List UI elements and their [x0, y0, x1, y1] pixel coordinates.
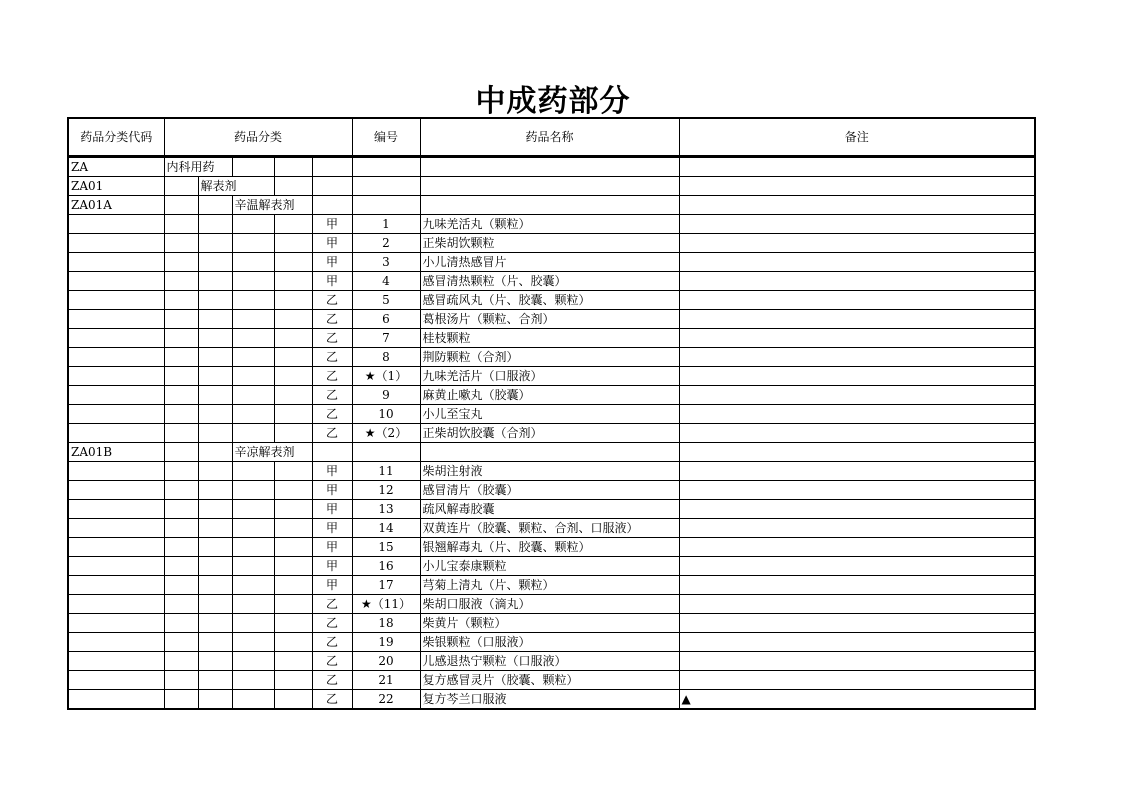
cell-category-l2 — [198, 690, 232, 710]
cell-category-l1 — [164, 462, 198, 481]
cell-code — [68, 652, 164, 671]
table-row — [68, 443, 1035, 462]
cell-category-l4 — [274, 234, 312, 253]
cell-name: 九味羌活丸（颗粒） — [420, 215, 679, 234]
cell-grade: 乙 — [312, 671, 352, 690]
cell-category-l3 — [232, 576, 274, 595]
cell-category-l1 — [164, 633, 198, 652]
cell-name: 双黄连片（胶囊、颗粒、合剂、口服液） — [420, 519, 679, 538]
cell-category-l2 — [198, 633, 232, 652]
cell-category-l4 — [274, 652, 312, 671]
cell-number: 4 — [352, 272, 420, 291]
cell-category-l4 — [274, 424, 312, 443]
cell-grade: 甲 — [312, 215, 352, 234]
cell-code — [68, 538, 164, 557]
table-row — [68, 158, 1035, 177]
cell-name: 小儿宝泰康颗粒 — [420, 557, 679, 576]
header-code: 药品分类代码 — [68, 118, 164, 156]
cell-category-l3 — [232, 310, 274, 329]
cell-category-l1 — [164, 576, 198, 595]
cell-grade: 乙 — [312, 310, 352, 329]
cell-category-l3 — [232, 614, 274, 633]
cell-category-l1 — [164, 405, 198, 424]
cell-category-l4 — [274, 348, 312, 367]
table-row — [68, 253, 1035, 272]
cell-category-l2 — [198, 310, 232, 329]
cell-category-l4 — [274, 519, 312, 538]
cell-code — [68, 557, 164, 576]
cell-category-l3 — [232, 633, 274, 652]
cell-category-l4 — [274, 177, 312, 196]
cell-remark — [679, 329, 1035, 348]
cell-category-l2 — [198, 538, 232, 557]
cell-remark — [679, 272, 1035, 291]
cell-name: 小儿清热感冒片 — [420, 253, 679, 272]
cell-category-l1 — [164, 424, 198, 443]
header-number: 编号 — [352, 118, 420, 156]
cell-grade — [312, 196, 352, 215]
cell-number: 9 — [352, 386, 420, 405]
cell-category-l3: 辛凉解表剂 — [232, 443, 312, 462]
cell-remark — [679, 500, 1035, 519]
cell-remark — [679, 671, 1035, 690]
table-row — [68, 272, 1035, 291]
cell-number: 16 — [352, 557, 420, 576]
cell-grade — [312, 177, 352, 196]
cell-grade: 乙 — [312, 690, 352, 710]
cell-code — [68, 329, 164, 348]
table-row — [68, 614, 1035, 633]
cell-category-l2 — [198, 215, 232, 234]
cell-category-l4 — [274, 481, 312, 500]
cell-category-l1 — [164, 310, 198, 329]
cell-category-l3 — [232, 481, 274, 500]
cell-category-l3 — [232, 405, 274, 424]
cell-number: 10 — [352, 405, 420, 424]
table-row — [68, 348, 1035, 367]
table-row — [68, 519, 1035, 538]
cell-category-l3: 辛温解表剂 — [232, 196, 312, 215]
cell-number — [352, 443, 420, 462]
cell-grade: 乙 — [312, 348, 352, 367]
cell-category-l4 — [274, 158, 312, 177]
header-name: 药品名称 — [420, 118, 679, 156]
cell-category-l1 — [164, 329, 198, 348]
cell-category-l3 — [232, 386, 274, 405]
cell-category-l4 — [274, 291, 312, 310]
cell-number: 22 — [352, 690, 420, 710]
cell-category-l2 — [198, 291, 232, 310]
table-row — [68, 595, 1035, 614]
cell-number: ★（1） — [352, 367, 420, 386]
cell-grade: 甲 — [312, 557, 352, 576]
cell-category-l4 — [274, 272, 312, 291]
cell-remark — [679, 443, 1035, 462]
drug-table — [67, 117, 1036, 710]
cell-category-l2 — [198, 576, 232, 595]
cell-code — [68, 253, 164, 272]
cell-number: 7 — [352, 329, 420, 348]
cell-code — [68, 310, 164, 329]
cell-code — [68, 633, 164, 652]
cell-code — [68, 234, 164, 253]
cell-code: ZA01 — [68, 177, 164, 196]
cell-remark — [679, 177, 1035, 196]
cell-category-l1 — [164, 690, 198, 710]
cell-number: 8 — [352, 348, 420, 367]
cell-name: 儿感退热宁颗粒（口服液） — [420, 652, 679, 671]
cell-category-l2 — [198, 500, 232, 519]
cell-category-l2 — [198, 519, 232, 538]
cell-number: 13 — [352, 500, 420, 519]
cell-code — [68, 424, 164, 443]
header-remark: 备注 — [679, 118, 1035, 156]
cell-grade: 甲 — [312, 462, 352, 481]
table-row — [68, 500, 1035, 519]
cell-category-l3 — [232, 690, 274, 710]
table-row — [68, 538, 1035, 557]
cell-number: 3 — [352, 253, 420, 272]
cell-grade: 甲 — [312, 272, 352, 291]
table-row — [68, 367, 1035, 386]
cell-remark — [679, 538, 1035, 557]
cell-category-l3 — [232, 500, 274, 519]
cell-remark — [679, 405, 1035, 424]
cell-grade — [312, 158, 352, 177]
cell-category-l3 — [232, 348, 274, 367]
cell-category-l2 — [198, 443, 232, 462]
cell-remark — [679, 158, 1035, 177]
cell-grade: 乙 — [312, 595, 352, 614]
table-row — [68, 310, 1035, 329]
cell-category-l4 — [274, 595, 312, 614]
cell-category-l4 — [274, 329, 312, 348]
cell-category-l3 — [232, 234, 274, 253]
cell-number: ★（11） — [352, 595, 420, 614]
table-row — [68, 405, 1035, 424]
cell-number: 21 — [352, 671, 420, 690]
cell-remark — [679, 519, 1035, 538]
cell-category-l2 — [198, 367, 232, 386]
cell-number: 11 — [352, 462, 420, 481]
cell-number — [352, 158, 420, 177]
cell-category-l4 — [274, 215, 312, 234]
table-row — [68, 690, 1035, 710]
table-row — [68, 291, 1035, 310]
cell-category-l1 — [164, 595, 198, 614]
cell-category-l2: 解表剂 — [198, 177, 274, 196]
cell-category-l4 — [274, 557, 312, 576]
table-row — [68, 329, 1035, 348]
cell-name — [420, 196, 679, 215]
table-row — [68, 196, 1035, 215]
cell-category-l4 — [274, 671, 312, 690]
cell-category-l2 — [198, 652, 232, 671]
cell-code: ZA01A — [68, 196, 164, 215]
cell-category-l2 — [198, 386, 232, 405]
cell-number — [352, 196, 420, 215]
cell-name: 柴银颗粒（口服液） — [420, 633, 679, 652]
cell-number: 6 — [352, 310, 420, 329]
cell-category-l1 — [164, 177, 198, 196]
cell-category-l3 — [232, 519, 274, 538]
cell-name: 柴黄片（颗粒） — [420, 614, 679, 633]
cell-category-l2 — [198, 671, 232, 690]
cell-category-l1 — [164, 671, 198, 690]
cell-name: 九味羌活片（口服液） — [420, 367, 679, 386]
cell-name: 葛根汤片（颗粒、合剂） — [420, 310, 679, 329]
cell-category-l4 — [274, 386, 312, 405]
cell-category-l1 — [164, 386, 198, 405]
cell-number: 19 — [352, 633, 420, 652]
cell-remark — [679, 595, 1035, 614]
cell-grade: 乙 — [312, 291, 352, 310]
cell-category-l1 — [164, 652, 198, 671]
cell-category-l3 — [232, 253, 274, 272]
cell-category-l3 — [232, 215, 274, 234]
cell-remark — [679, 291, 1035, 310]
cell-category-l1 — [164, 272, 198, 291]
cell-name: 感冒清片（胶囊） — [420, 481, 679, 500]
cell-category-l2 — [198, 462, 232, 481]
cell-number: 15 — [352, 538, 420, 557]
cell-code: ZA — [68, 158, 164, 177]
table-row — [68, 671, 1035, 690]
cell-name: 芎菊上清丸（片、颗粒） — [420, 576, 679, 595]
cell-category-l2 — [198, 234, 232, 253]
cell-category-l3 — [232, 462, 274, 481]
table-row — [68, 462, 1035, 481]
cell-number — [352, 177, 420, 196]
cell-category-l4 — [274, 405, 312, 424]
cell-remark — [679, 557, 1035, 576]
cell-category-l1: 内科用药 — [164, 158, 232, 177]
cell-category-l3 — [232, 671, 274, 690]
cell-category-l1 — [164, 253, 198, 272]
cell-name: 麻黄止嗽丸（胶囊） — [420, 386, 679, 405]
cell-category-l1 — [164, 348, 198, 367]
cell-name: 感冒疏风丸（片、胶囊、颗粒） — [420, 291, 679, 310]
cell-code — [68, 348, 164, 367]
table-row — [68, 215, 1035, 234]
cell-category-l3 — [232, 595, 274, 614]
cell-category-l1 — [164, 234, 198, 253]
cell-category-l4 — [274, 310, 312, 329]
cell-code — [68, 367, 164, 386]
cell-remark — [679, 253, 1035, 272]
cell-grade: 乙 — [312, 633, 352, 652]
cell-category-l1 — [164, 196, 198, 215]
cell-category-l3 — [232, 538, 274, 557]
cell-code — [68, 405, 164, 424]
cell-grade: 甲 — [312, 519, 352, 538]
cell-code: ZA01B — [68, 443, 164, 462]
cell-remark — [679, 462, 1035, 481]
cell-category-l3 — [232, 329, 274, 348]
table-row — [68, 576, 1035, 595]
cell-remark — [679, 481, 1035, 500]
cell-number: 20 — [352, 652, 420, 671]
cell-name: 桂枝颗粒 — [420, 329, 679, 348]
cell-code — [68, 215, 164, 234]
cell-category-l2 — [198, 348, 232, 367]
cell-category-l1 — [164, 538, 198, 557]
cell-code — [68, 462, 164, 481]
cell-remark — [679, 576, 1035, 595]
cell-category-l1 — [164, 367, 198, 386]
cell-grade: 甲 — [312, 481, 352, 500]
cell-category-l3 — [232, 158, 274, 177]
cell-grade: 乙 — [312, 367, 352, 386]
cell-name: 正柴胡饮胶囊（合剂） — [420, 424, 679, 443]
cell-name — [420, 443, 679, 462]
cell-name: 正柴胡饮颗粒 — [420, 234, 679, 253]
cell-name — [420, 158, 679, 177]
cell-category-l3 — [232, 652, 274, 671]
cell-number: 12 — [352, 481, 420, 500]
cell-name: 感冒清热颗粒（片、胶囊） — [420, 272, 679, 291]
cell-number: 1 — [352, 215, 420, 234]
cell-remark — [679, 367, 1035, 386]
cell-name: 小儿至宝丸 — [420, 405, 679, 424]
cell-code — [68, 690, 164, 710]
page-title: 中成药部分 — [475, 84, 631, 119]
cell-category-l4 — [274, 690, 312, 710]
cell-category-l1 — [164, 500, 198, 519]
cell-code — [68, 519, 164, 538]
cell-number: 18 — [352, 614, 420, 633]
cell-name: 复方感冒灵片（胶囊、颗粒） — [420, 671, 679, 690]
cell-remark: ▲ — [679, 690, 1035, 710]
cell-grade: 乙 — [312, 614, 352, 633]
cell-category-l4 — [274, 462, 312, 481]
cell-code — [68, 291, 164, 310]
table-row — [68, 652, 1035, 671]
cell-remark — [679, 424, 1035, 443]
cell-category-l4 — [274, 253, 312, 272]
cell-remark — [679, 386, 1035, 405]
cell-grade: 乙 — [312, 386, 352, 405]
cell-grade: 乙 — [312, 329, 352, 348]
cell-remark — [679, 215, 1035, 234]
cell-category-l4 — [274, 614, 312, 633]
cell-name — [420, 177, 679, 196]
cell-grade: 甲 — [312, 500, 352, 519]
cell-code — [68, 481, 164, 500]
table-row — [68, 633, 1035, 652]
table-row — [68, 234, 1035, 253]
table-row — [68, 481, 1035, 500]
cell-code — [68, 614, 164, 633]
cell-name: 复方芩兰口服液 — [420, 690, 679, 710]
cell-number: 17 — [352, 576, 420, 595]
cell-remark — [679, 310, 1035, 329]
cell-category-l4 — [274, 538, 312, 557]
cell-number: 5 — [352, 291, 420, 310]
cell-code — [68, 386, 164, 405]
cell-name: 荆防颗粒（合剂） — [420, 348, 679, 367]
cell-code — [68, 595, 164, 614]
cell-category-l3 — [232, 367, 274, 386]
cell-category-l2 — [198, 614, 232, 633]
cell-category-l2 — [198, 272, 232, 291]
cell-remark — [679, 652, 1035, 671]
cell-number: ★（2） — [352, 424, 420, 443]
cell-category-l2 — [198, 481, 232, 500]
cell-category-l2 — [198, 253, 232, 272]
cell-category-l4 — [274, 367, 312, 386]
table-row — [68, 177, 1035, 196]
cell-grade: 甲 — [312, 253, 352, 272]
cell-remark — [679, 614, 1035, 633]
cell-remark — [679, 234, 1035, 253]
cell-code — [68, 576, 164, 595]
cell-grade: 乙 — [312, 424, 352, 443]
cell-code — [68, 272, 164, 291]
header-row — [68, 118, 1035, 156]
cell-remark — [679, 348, 1035, 367]
cell-category-l1 — [164, 557, 198, 576]
cell-code — [68, 671, 164, 690]
cell-category-l4 — [274, 500, 312, 519]
table-row — [68, 557, 1035, 576]
cell-grade — [312, 443, 352, 462]
cell-grade: 甲 — [312, 234, 352, 253]
cell-category-l3 — [232, 557, 274, 576]
cell-name: 柴胡口服液（滴丸） — [420, 595, 679, 614]
cell-grade: 乙 — [312, 652, 352, 671]
cell-name: 银翘解毒丸（片、胶囊、颗粒） — [420, 538, 679, 557]
table-row — [68, 424, 1035, 443]
table-row — [68, 386, 1035, 405]
cell-category-l2 — [198, 595, 232, 614]
cell-category-l1 — [164, 443, 198, 462]
cell-remark — [679, 196, 1035, 215]
cell-category-l4 — [274, 576, 312, 595]
cell-category-l2 — [198, 424, 232, 443]
header-category: 药品分类 — [164, 118, 352, 156]
cell-name: 疏风解毒胶囊 — [420, 500, 679, 519]
cell-category-l2 — [198, 557, 232, 576]
cell-grade: 甲 — [312, 538, 352, 557]
cell-category-l2 — [198, 196, 232, 215]
cell-grade: 甲 — [312, 576, 352, 595]
cell-remark — [679, 633, 1035, 652]
cell-number: 14 — [352, 519, 420, 538]
cell-category-l2 — [198, 329, 232, 348]
cell-category-l1 — [164, 519, 198, 538]
cell-category-l1 — [164, 291, 198, 310]
cell-code — [68, 500, 164, 519]
cell-category-l1 — [164, 614, 198, 633]
cell-category-l3 — [232, 424, 274, 443]
cell-category-l4 — [274, 633, 312, 652]
cell-category-l1 — [164, 215, 198, 234]
cell-category-l3 — [232, 291, 274, 310]
cell-category-l1 — [164, 481, 198, 500]
cell-category-l2 — [198, 405, 232, 424]
cell-name: 柴胡注射液 — [420, 462, 679, 481]
cell-grade: 乙 — [312, 405, 352, 424]
cell-number: 2 — [352, 234, 420, 253]
cell-category-l3 — [232, 272, 274, 291]
